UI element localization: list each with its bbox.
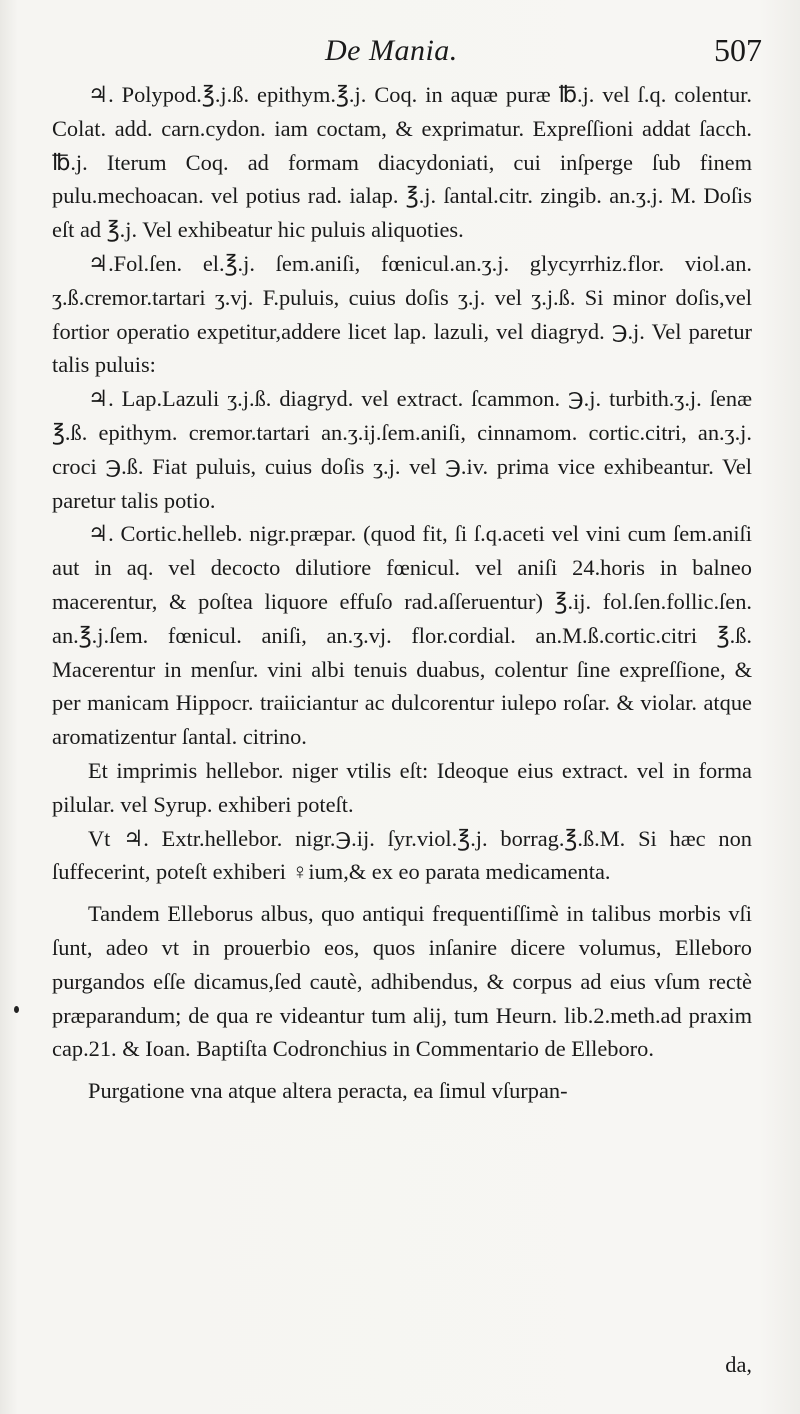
catchword: da, xyxy=(725,1352,752,1377)
paragraph-purgatione: Purgatione vna atque altera peracta, ea ſimul vſurpan- xyxy=(88,1078,568,1104)
page-number: 507 xyxy=(714,32,762,68)
paragraph-recipe-polypodium: ♃. Polypod.℥.j.ß. epithym.℥.j. Coq. in aquæ puræ ℔.j. vel ſ.q. colentur. Colat. add. carn.cydon. iam coctam, & exprimatur. Expreſſioni addat ſacch. ℔.j. Iterum Coq. ad formam diacydoniati, cui inſperge ſub finem pulu.mechoacan. vel potius rad. ialap. ℥.j. ſantal.citr. zingib. an.ʒ.j. M. Doſis eſt ad ℥.j. Vel exhibeatur hic puluis aliquoties. xyxy=(52,82,752,243)
paragraph-recipe-helleborus-cortex: ♃. Cortic.helleb. nigr.præpar. (quod fit, ſi ſ.q.aceti vel vini cum ſem.aniſi aut in aq. vel decocto dilutiore fœnicul. vel aniſi 24.horis in balneo macerentur, & poſtea liquore effuſo rad.aſſeruentur) ℥.ij. fol.ſen.follic.ſen. an.℥.j.ſem. fœnicul. aniſi, an.ʒ.vj. flor.cordial. an.M.ß.cortic.citri ℥.ß. Macerentur in menſur. vini albi tenuis duabus, colentur ſine expreſſione, & per manicam Hippocr. traiiciantur ac dulcorentur iulepo roſar. & violar. atque aromatizentur ſantal. citrino. xyxy=(52,521,752,750)
running-title: De Mania. xyxy=(325,34,458,67)
page-body xyxy=(52,78,752,1108)
paragraph-extractum-hellebori: Vt ♃. Extr.hellebor. nigr.℈.ij. ſyr.viol.℥.j. borrag.℥.ß.M. Si hæc non ſuffecerint, poteſt exhiberi ♀ium,& ex eo parata medicamenta. xyxy=(52,825,752,885)
margin-ink-mark xyxy=(14,1006,19,1013)
page-header xyxy=(0,30,800,74)
paragraph-helleborus-niger: Et imprimis hellebor. niger vtilis eſt: Ideoque eius extract. vel in forma pilular. vel Syrup. exhiberi poteſt. xyxy=(52,757,752,817)
paragraph-elleborus-albus: Tandem Elleborus albus, quo antiqui frequentiſſimè in talibus morbis vſi ſunt, adeo vt in prouerbio eos, quos inſanire dicere volumus, Elleboro purgandos eſſe dicamus,ſed cautè, adhibendus, & corpus ad eius vſum rectè præparandum; de qua re videantur tum alij, tum Heurn. lib.2.meth.ad praxim cap.21. & Ioan. Baptiſta Codronchius in Commentario de Elleboro. xyxy=(52,901,752,1062)
paragraph-recipe-folia-sennae: ♃.Fol.ſen. el.℥.j. ſem.aniſi, fœnicul.an.ʒ.j. glycyrrhiz.flor. viol.an. ʒ.ß.cremor.tartari ʒ.vj. F.puluis, cuius doſis ʒ.j. vel ʒ.j.ß. Si minor doſis,vel fortior operatio expetitur,addere licet lap. lazuli, vel diagryd. ℈.j. Vel paretur talis puluis: xyxy=(52,250,752,378)
paragraph-recipe-lapis-lazuli: ♃. Lap.Lazuli ʒ.j.ß. diagryd. vel extract. ſcammon. ℈.j. turbith.ʒ.j. ſenæ ℥.ß. epithym. cremor.tartari an.ʒ.ij.ſem.aniſi, cinnamom. cortic.citri, an.ʒ.j. croci ℈.ß. Fiat puluis, cuius doſis ʒ.j. vel ℈.iv. prima vice exhibeantur. Vel paretur talis potio. xyxy=(52,386,752,513)
